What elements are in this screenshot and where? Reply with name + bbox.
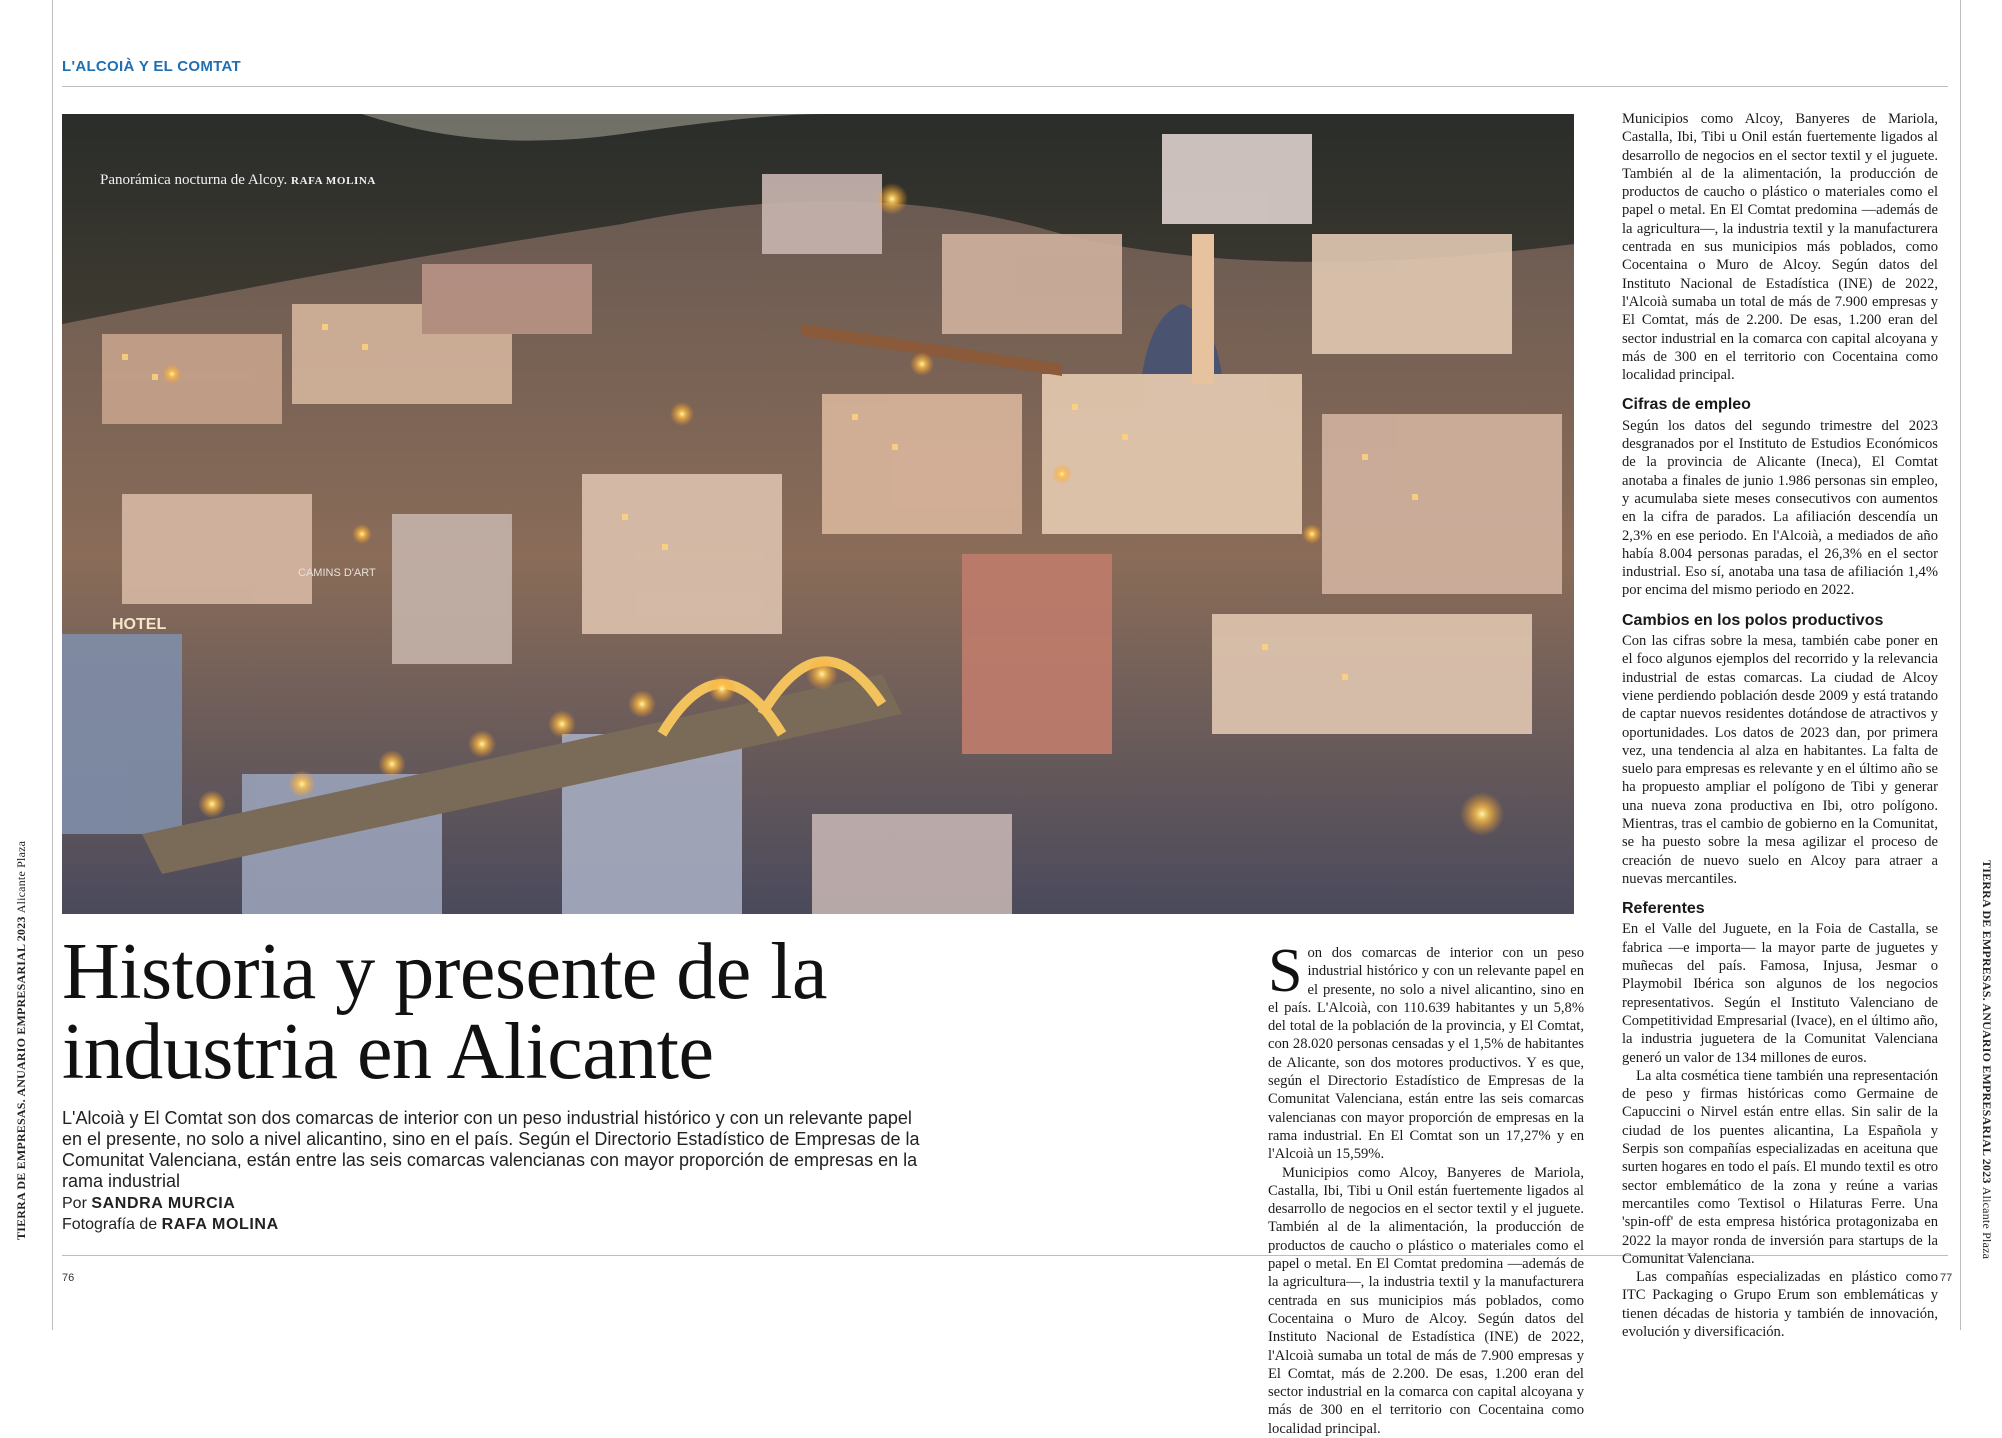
body-paragraph-2 — [1622, 110, 1938, 384]
body-paragraph-6: La alta cosmética tiene también una representación de peso y firmas históricas como Germaine de Capuccini o Nirvel están entre ellas. Sin salir de la ciudad de los puentes alicantina, La Española y Serpis son compañías especializadas en aceituna que surten hogares en todo el país. El mundo textil es otro sector emblemático de la zona y reúne a varias mercantiles como Textisol o Hilaturas Ferre. Una 'spin-off' de esta empresa histórica protagonizaba en 2022 la mayor ronda de inversión para startups de la Comunitat Valenciana. — [1622, 1067, 1938, 1267]
body-paragraph-1: on dos comarcas de interior con un peso industrial histórico y con un relevante papel en el presente, no solo a nivel alicantino, sino en el país. L'Alcoià, con 110.639 habitantes y un 5,8% del total de la población de la provincia, y El Comtat, con 28.020 personas censadas y el 1,5% de habitantes de Alicante, son dos motores productivos. Y es que, según el Directorio Estadístico de Empresas de la Comunitat Valenciana, están entre las seis comarcas valencianas con mayor proporción de empresas en la rama industrial. En El Comtat son un 17,27% y en l'Alcoià un 15,59%. — [1268, 945, 1584, 1163]
body-paragraph-3: Según los datos del segundo trimestre del 2023 desgranados por el Instituto de Estudios Económicos de la provincia de Alicante (Ineca), El Comtat anotaba a finales de junio 1.986 personas sin empleo, y acumulaba siete meses consecutivos con aumentos en la cifra de parados. La afiliación descendía un 2,3% en ese periodo. En l'Alcoià, a mediados de año había 8.004 personas paradas, el 26,3% en el sector industrial. Eso sí, anotaba una tasa de afiliación 1,4% por encima del mismo periodo en 2022. — [1622, 417, 1938, 599]
body-column-1 — [1268, 937, 1584, 1437]
section-label: L'ALCOIÀ Y EL COMTAT — [62, 58, 242, 75]
mural-text: CAMINS D'ART — [298, 567, 376, 579]
night-city-illustration — [62, 114, 1574, 914]
running-title-left-light: Alicante Plaza — [14, 840, 28, 914]
body-paragraph-2-text: Municipios como Alcoy, Banyeres de Mariola, Castalla, Ibi, Tibi u Onil están fuertemente ligados al desarrollo de negocios en el sector textil y el juguete. También al de la alimentación, la producción de productos de caucho o plástico o materiales como el papel o metal. En El Comtat predomina —además de la agricultura—, la industria textil y la manufacturera centrada en sus municipios más poblados, como Cocentaina o Muro de Alcoy. Según datos del Instituto Nacional de Estadística (INE) de 2022, l'Alcoià sumaba un total de más de 7.900 empresas y El Comtat, más de 2.200. De esas, 1.200 eran del sector industrial en la comarca con capital alcoyana y más de 300 en el territorio con Cocentaina como localidad principal. — [1622, 111, 1938, 384]
running-title-right-light: Alicante Plaza — [1980, 1186, 1994, 1260]
article-lead: L'Alcoià y El Comtat son dos comarcas de interior con un peso industrial histórico y con un relevante papel en el presente, no solo a nivel alicantino, sino en el país. Según el Directorio Estadístico de Empresas de la Comunitat Valenciana, están entre las seis comarcas valencianas con mayor proporción de empresas en la rama industrial — [62, 1108, 920, 1191]
hotel-sign: HOTEL — [112, 616, 167, 633]
hero-photo — [62, 114, 1574, 914]
body-paragraph-7: Las compañías especializadas en plástico como ITC Packaging o Grupo Erum son emblemáticas y tienen décadas de historia y también de innovación, evolución y diversificación. — [1622, 1269, 1938, 1340]
body-paragraph-4: Con las cifras sobre la mesa, también cabe poner en el foco algunos ejemplos del recorrido y la relevancia industrial de estas comarcas. La ciudad de Alcoy viene perdiendo población desde 2009 y está tratando de captar nuevos residentes dotándose de atractivos y oportunidades. Los datos de 2023 dan, por primera vez, una tendencia al alza en habitantes. La falta de suelo para empresas es relevante y en el último año se ha propuesto ampliar el polígono de Tibi y generar una nueva zona productiva en Ibi, otro polígono. Mientras, tras el cambio de gobierno en la Comunitat, se ha puesto sobre la mesa agilizar el proceso de creación de nuevo suelo en Alcoy para atraer a nuevas mercantiles. — [1622, 633, 1938, 887]
body-paragraph-5: En el Valle del Juguete, en la Foia de Castalla, se fabrica —e importa— la mayor parte de juguetes y muñecas del país. Famosa, Injusa, Jesmar o Playmobil Ibérica son algunos de los negocios representativos. Según el Instituto Valenciano de Competitividad Empresarial (Ivace), en el último año, la industria juguetera de la Comunitat Valenciana generó un valor de 134 millones de euros. — [1622, 921, 1938, 1066]
running-title-left-bold: TIERRA DE EMPRESAS. ANUARIO EMPRESARIAL 2023 — [14, 916, 28, 1240]
photographer-name: RAFA MOLINA — [161, 1216, 279, 1233]
page-number-left: 76 — [62, 1272, 75, 1284]
body-paragraph-2-start: Municipios como Alcoy, Banyeres de Mariola, Castalla, Ibi, Tibi u Onil están fuertemente ligados al desarrollo de negocios en el sector textil y el juguete. También al de la alimentación, la producción de productos de caucho o plástico o materiales como el papel o metal. En El Comtat predomina —además de la agricultura—, la industria textil y la manufacturera centrada en sus municipios más poblados, como Cocentaina o Muro de Alcoy. Según datos del Instituto Nacional de Estadística (INE) de 2022, l'Alcoià sumaba un total de más de 7.900 empresas y El Comtat, más de 2.200. De esas, 1.200 eran del sector industrial en la comarca con capital alcoyana y más de 300 en el territorio con Cocentaina como localidad principal. — [1268, 1164, 1584, 1437]
byline-prefix: Por — [62, 1195, 87, 1212]
subhead-cambios: Cambios en los polos productivos — [1622, 611, 1884, 629]
photo-credit-prefix: Fotografía de — [62, 1216, 158, 1233]
running-title-right-bold: TIERRA DE EMPRESAS. ANUARIO EMPRESARIAL 2023 — [1980, 860, 1994, 1184]
byline-author — [62, 1195, 235, 1213]
caption-text: Panorámica nocturna de Alcoy. — [100, 172, 288, 188]
page-number-right: 77 — [1940, 1272, 1953, 1284]
subhead-referentes: Referentes — [1622, 900, 1705, 918]
header-rule — [62, 86, 1948, 87]
right-margin-line — [1960, 0, 1961, 1330]
article-title: Historia y presente de la industria en Alicante — [62, 928, 827, 1096]
byline-photographer — [62, 1216, 279, 1234]
caption-credit: RAFA MOLINA — [291, 175, 376, 187]
body-column-2 — [1622, 110, 1938, 1340]
photo-caption — [100, 172, 376, 189]
subhead-cifras: Cifras de empleo — [1622, 396, 1751, 414]
author-name: SANDRA MURCIA — [91, 1195, 236, 1212]
left-margin-line — [52, 0, 53, 1330]
running-title-left — [14, 841, 29, 1240]
drop-cap: S — [1268, 937, 1303, 1005]
running-title-right — [1979, 860, 1994, 1259]
